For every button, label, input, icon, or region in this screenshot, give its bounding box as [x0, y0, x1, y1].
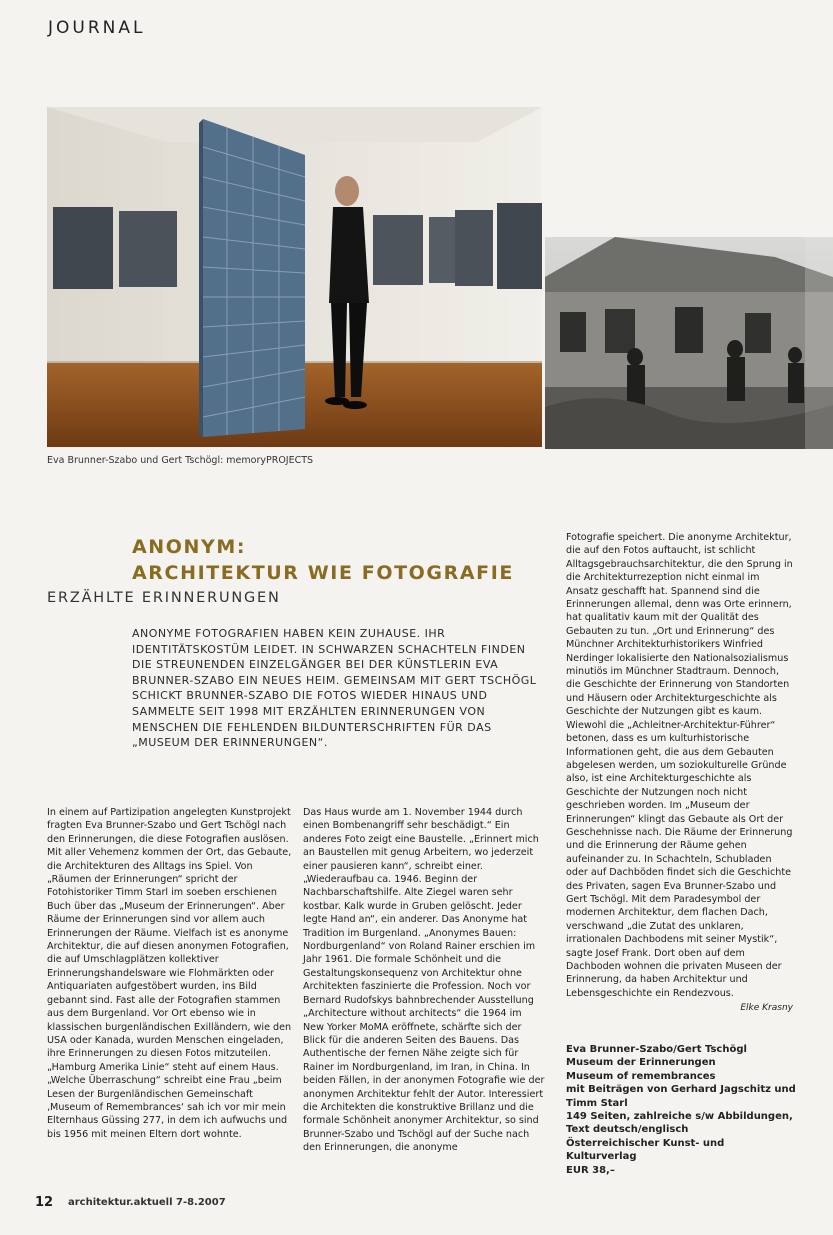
publication-name: architektur.aktuell 7-8.2007	[68, 1197, 226, 1208]
book-contributors: mit Beiträgen von Gerhard Jagschitz und Timm Starl	[566, 1084, 796, 1109]
body-column-3	[566, 531, 793, 1016]
construction-photo	[545, 237, 833, 449]
article-subtitle: ERZÄHLTE ERINNERUNGEN	[47, 590, 281, 606]
lead-paragraph: ANONYME FOTOGRAFIEN HABEN KEIN ZUHAUSE. IHR IDENTITÄTSKOSTÜM LEIDET. IN SCHWARZEN SCHACHTELN FINDEN DIE STREUNENDEN EINZELGÄNGER BEI DER KÜNSTLERIN EVA BRUNNER-SZABO EIN NEUES HEIM. GEMEINSAM MIT GERT TSCHÖGL SCHICKT BRUNNER-SZABO DIE FOTOS WIEDER HINAUS UND SAMMELTE SEIT 1998 MIT ERZÄHLTEN ERINNERUNGEN VON MENSCHEN DIE FEHLENDEN BILDUNTERSCHRIFTEN FÜR DAS „MUSEUM DER ERINNERUNGEN“.	[132, 627, 537, 750]
book-publisher: Österreichischer Kunst- und Kulturverlag	[566, 1137, 725, 1163]
page-number: 12	[35, 1195, 54, 1210]
body-text: Fotografie speichert. Die anonyme Architektur, die auf den Fotos auftaucht, ist schlicht Alltagsgebrauchsarchitektur, die den Sprung in die Architekturrezeption nicht einmal im Ansatz geschafft hat. Spannend sind die Erinnerungen allemal, denn was Orte erinnern, hat qualitativ kaum mit der Qualität des Gebauten zu tun. „Ort und Erinnerung“ des Münchner Architekturhistorikers Winfried Nerdinger lokalisierte den Nationalsozialismus minutiös im Münchner Stadtraum. Dennoch, die Geschichte der Erinnerung von Standorten und Häusern oder Architekturgeschichte als Geschichte der Nutzungen gibt es kaum. Wiewohl die „Achleitner-Architektur-Führer“ betonen, dass es um kulturhistorische Informationen geht, die aus dem Gebauten abgelesen werden, um soziokulturelle Gründe also, ist eine Architekturgeschichte als Geschichte der Nutzungen noch nicht geschrieben worden. Im „Museum der Erinnerungen“ klingt das Gebaute als Ort der Geschehnisse nach. Die Räume der Erinnerung und die Erinnerung der Räume gehen aufeinander zu. In Schachteln, Schubladen oder auf Dachböden findet sich die Geschichte des Privaten, sagen Eva Brunner-Szabo und Gert Tschögl. Mit dem Paradesymbol der modernen Architektur, dem flachen Dach, verschwand „die Zutat des unklaren, irrationalen Dachbodens mit seiner Mystik“, sagte Josef Frank. Dort oben auf dem Dachboden wohnen die privaten Museen der Erinnerung, da haben Architektur und Lebensgeschichte ein Rendezvous.	[566, 532, 793, 999]
body-text: In einem auf Partizipation angelegten Kunstprojekt fragten Eva Brunner-Szabo und Gert Tschögl nach den Erinnerungen, die diese Fotografien auslösen. Mit aller Vehemenz kommen der Ort, das Gebaute, die Architekturen des Alltags ins Spiel. Von „Räumen der Erinnerungen“ spricht der Fotohistoriker Timm Starl im soeben erschienen Buch über das „Museum der Erinnerungen“. Aber Räume der Erinnerungen sind vor allem auch Erinnerungen der Räume. Vielfach ist es anonyme Architektur, die auf diesen anonymen Fotografien, die auf Umschlagplätzen kollektiver Erinnerungshandelsware wie Flohmärkten oder Antiquariaten aufgestöbert wurden, ins Bild gebannt sind. Fast alle der Fotografien stammen aus dem Burgenland. Vor Ort ebenso wie in klassischen burgenländischen Exilländern, wie den USA oder Kanada, wurden Menschen eingeladen, ihre Erinnerungen zu diesen Fotos mitzuteilen. „Hamburg Amerika Linie“ steht auf einem Haus. „Welche Überraschung“ schreibt eine Frau „beim Lesen der Burgenländischen Gemeinschaft ‚Museum of Remembrances‘ sah ich vor mir mein Elternhaus Güssing 277, in dem ich aufwuchs und bis 1956 mit meinen Eltern dort wohnte.	[47, 807, 292, 1140]
author-name: Elke Krasny	[740, 1003, 793, 1014]
book-info	[566, 1043, 796, 1177]
article-title-line1: ANONYM:	[132, 536, 247, 558]
book-pages: 149 Seiten, zahlreiche s/w Abbildungen, Text deutsch/englisch	[566, 1111, 793, 1136]
body-column-2	[303, 806, 545, 1155]
photo-caption: Eva Brunner-Szabo und Gert Tschögl: memoryPROJECTS	[47, 455, 314, 466]
body-column-1	[47, 806, 295, 1141]
book-price: EUR 38,–	[566, 1164, 615, 1176]
gallery-photo	[47, 107, 542, 447]
book-title: Museum der Erinnerungen	[566, 1057, 716, 1069]
book-authors: Eva Brunner-Szabo/Gert Tschögl	[566, 1044, 747, 1055]
body-text: Das Haus wurde am 1. November 1944 durch einen Bombenangriff sehr beschädigt.“ Ein anderes Foto zeigt eine Baustelle. „Erinnert mich an Baustellen mit genug Arbeitern, wo jederzeit einer pausieren kann“, schreibt einer. „Wiederaufbau ca. 1946. Beginn der Nachbarschaftshilfe. Alte Ziegel waren sehr kostbar. Kalk wurde in Gruben gelöscht. Jeder legte Hand an“, ein anderer. Das Anonyme hat Tradition im Burgenland. „Anonymes Bauen: Nordburgenland“ von Roland Rainer erschien im Jahr 1961. Die formale Schönheit und die Gestaltungskonsequenz von Architektur ohne Architekten faszinierte die Profession. Noch vor Bernard Rudofskys bahnbrechender Ausstellung „Architecture without architects“ die 1964 im New Yorker MoMA eröffnete, schärfte sich der Blick für die anderen Seiten des Bauens. Das Authentische der fernen Nähe zeigte sich für Rainer im Nordburgenland, im Iran, in China. In beiden Fällen, in der anonymen Fotografie wie der anonymen Architektur fehlt der Autor. Interessiert die Architekten die konstruktive Brillanz und die formale Schönheit anonymer Architektur, so sind Brunner-Szabo und Tschögl auf der Suche nach den Erinnerungen, die anonyme	[303, 807, 545, 1154]
book-title-en: Museum of remembrances	[566, 1070, 716, 1082]
section-title: JOURNAL	[48, 18, 146, 38]
article-title-line2: ARCHITEKTUR WIE FOTOGRAFIE	[132, 562, 514, 584]
